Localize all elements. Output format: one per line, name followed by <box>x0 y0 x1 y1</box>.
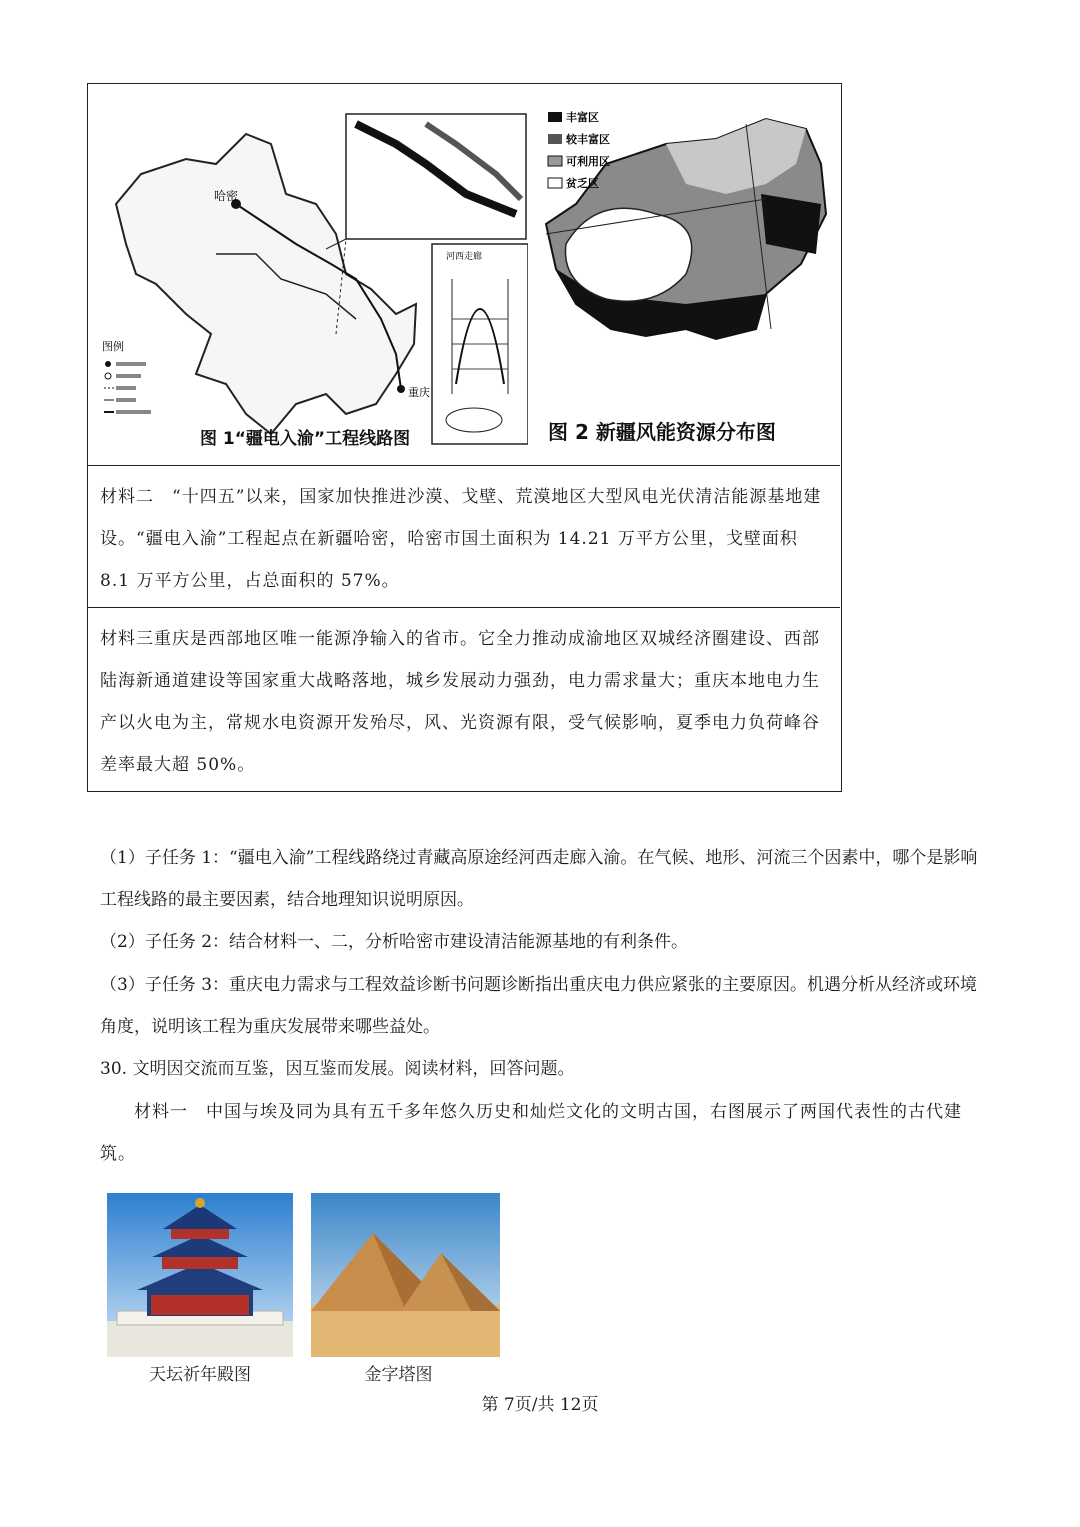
label-hami: 哈密 <box>214 189 239 203</box>
legend-title: 图例 <box>102 340 124 353</box>
material-2: 材料二 “十四五”以来，国家加快推进沙漠、戈壁、荒漠地区大型风电光伏清洁能源基地建设。“疆电入渝”工程起点在新疆哈密，哈密市国土面积为 14.21 万平方公里，戈壁面积 8.1 万平方公里，占总面积的 57%。 <box>88 466 840 608</box>
pyramid-caption: 金字塔图 <box>364 1365 433 1385</box>
label-chongqing: 重庆 <box>408 386 430 399</box>
label-hexi: 河西走廊 <box>446 252 483 262</box>
material-3: 材料三重庆是西部地区唯一能源净输入的省市。它全力推动成渝地区双城经济圈建设、西部陆海新通道建设等国家重大战略落地，城乡发展动力强劲，电力需求量大；重庆本地电力生产以火电为主，常规水电资源开发殆尽，风、光资源有限，受气候影响，夏季电力负荷峰谷差率最大超 50%。 <box>100 629 820 775</box>
legend-item-2: 可利用区 <box>566 155 610 168</box>
legend-item-3: 贫乏区 <box>566 177 599 190</box>
temple-of-heaven-photo <box>107 1193 293 1357</box>
fig2-caption: 图 2 新疆风能资源分布图 <box>548 420 776 444</box>
page-number: 第 7页/共 12页 <box>481 1395 599 1415</box>
fig1-legend <box>104 361 151 412</box>
question-30-material-1: 材料一 中国与埃及同为具有五千多年悠久历史和灿烂文化的文明古国，右图展示了两国代表性的古代建筑。 <box>100 1102 962 1164</box>
legend-item-0: 丰富区 <box>566 111 599 124</box>
material-table <box>87 83 842 792</box>
temple-caption: 天坛祈年殿图 <box>149 1365 251 1385</box>
question-2: （2）子任务 2：结合材料一、二，分析哈密市建设清洁能源基地的有利条件。 <box>100 932 689 952</box>
legend-item-1: 较丰富区 <box>566 133 610 146</box>
fig2-wind-map <box>536 104 836 364</box>
pyramid-photo <box>311 1193 500 1357</box>
question-3: （3）子任务 3：重庆电力需求与工程效益诊断书问题诊断指出重庆电力供应紧张的主要原因。机遇分析从经济或环境角度，说明该工程为重庆发展带来哪些益处。 <box>100 975 978 1037</box>
figures-row <box>88 84 840 466</box>
fig1-caption: 图 1“疆电入渝”工程线路图 <box>200 429 411 449</box>
fig1-route-map <box>96 104 528 449</box>
question-1: （1）子任务 1：“疆电入渝”工程线路绕过青藏高原途经河西走廊入渝。在气候、地形、河流三个因素中，哪个是影响工程线路的最主要因素，结合地理知识说明原因。 <box>100 848 978 910</box>
question-30: 30. 文明因交流而互鉴，因互鉴而发展。阅读材料，回答问题。 <box>100 1059 575 1079</box>
